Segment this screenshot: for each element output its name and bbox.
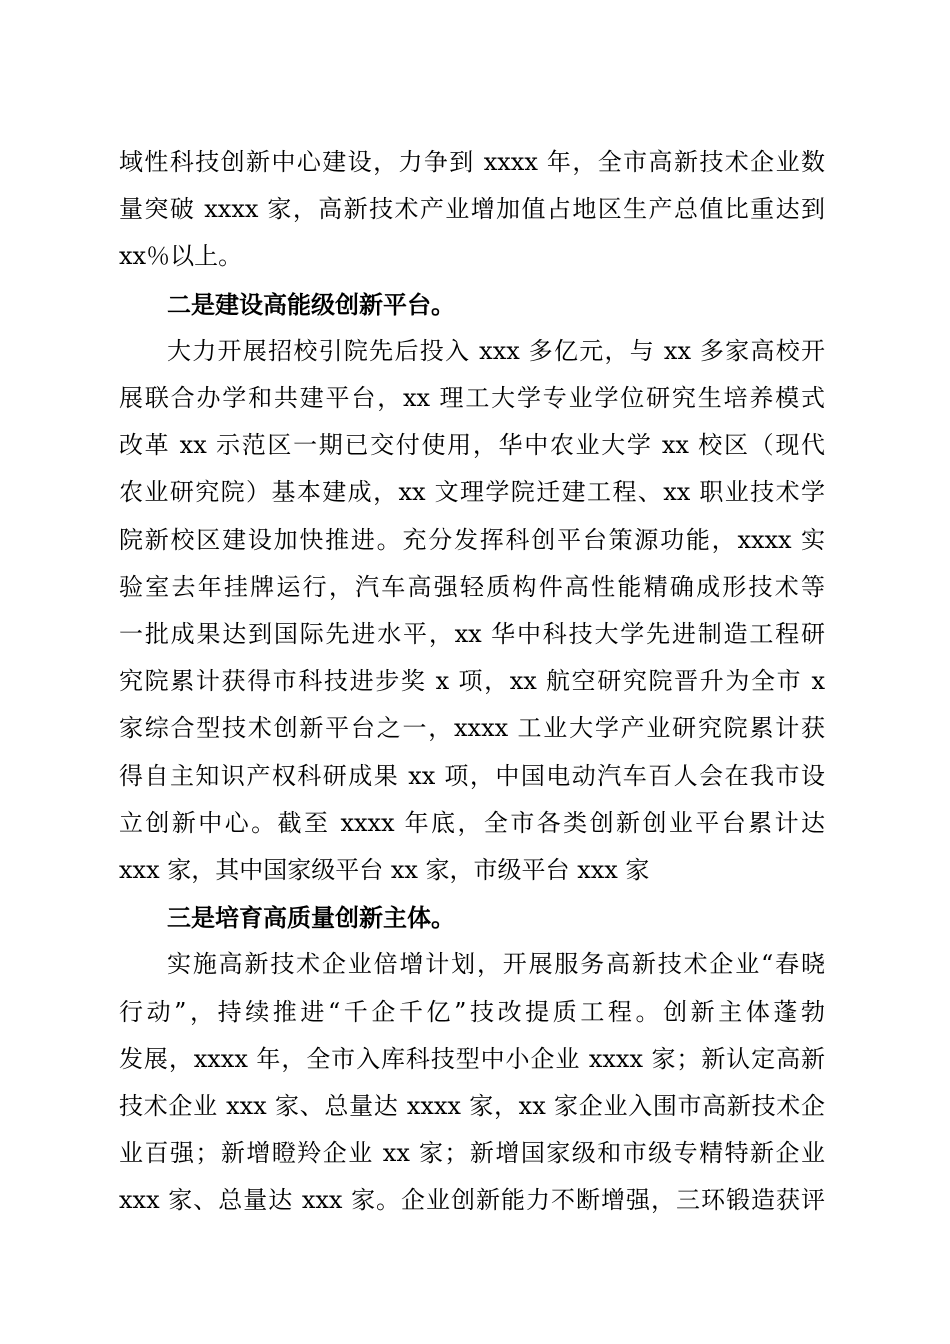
text-line: 立创新中心。截至 xxxx 年底，全市各类创新创业平台累计达	[119, 808, 825, 837]
text-line: 实施高新技术企业倍增计划，开展服务高新技术企业“春晓	[167, 950, 825, 979]
text-line: 发展，xxxx 年，全市入库科技型中小企业 xxxx 家；新认定高新	[119, 1044, 825, 1073]
text-line: 验室去年挂牌运行，汽车高强轻质构件高性能精确成形技术等	[119, 572, 825, 601]
heading-text: 二是建设高能级创新平台。	[167, 289, 455, 319]
text-line: 一批成果达到国际先进水平，xx 华中科技大学先进制造工程研	[119, 620, 825, 649]
section-heading-platform	[119, 281, 825, 328]
text-line: 农业研究院）基本建成，xx 文理学院迁建工程、xx 职业技术学	[119, 478, 825, 507]
document-body	[119, 139, 825, 1225]
text-line: 院新校区建设加快推进。充分发挥科创平台策源功能，xxxx 实	[119, 525, 825, 554]
text-line: 大力开展招校引院先后投入 xxx 多亿元，与 xx 多家高校开	[167, 336, 825, 365]
text-line: 究院累计获得市科技进步奖 x 项，xx 航空研究院晋升为全市 x	[119, 667, 825, 696]
section-heading-entities	[119, 894, 825, 941]
text-line: 域性科技创新中心建设，力争到 xxxx 年，全市高新技术企业数	[119, 148, 825, 176]
text-line: xxx 家、总量达 xxx 家。企业创新能力不断增强，三环锻造获评	[119, 1186, 825, 1215]
paragraph-entities	[119, 941, 825, 1224]
text-line: 量突破 xxxx 家，高新技术产业增加值占地区生产总值比重达到	[119, 195, 825, 224]
heading-text: 三是培育高质量创新主体。	[167, 903, 455, 933]
text-line: 展联合办学和共建平台，xx 理工大学专业学位研究生培养模式	[119, 384, 825, 413]
text-line: 家综合型技术创新平台之一，xxxx 工业大学产业研究院累计获	[119, 714, 825, 743]
paragraph-platform	[119, 328, 825, 894]
text-line: 技术企业 xxx 家、总量达 xxxx 家，xx 家企业入围市高新技术企	[119, 1092, 825, 1121]
text-line: xx％以上。	[119, 242, 243, 271]
paragraph-continuation	[119, 139, 825, 281]
text-line: 得自主知识产权科研成果 xx 项，中国电动汽车百人会在我市设	[119, 761, 825, 790]
text-line: 行动”，持续推进“千企千亿”技改提质工程。创新主体蓬勃	[119, 997, 825, 1026]
text-line: xxx 家，其中国家级平台 xx 家，市级平台 xxx 家	[119, 856, 650, 885]
text-line: 业百强；新增瞪羚企业 xx 家；新增国家级和市级专精特新企业	[119, 1139, 825, 1168]
text-line: 改革 xx 示范区一期已交付使用，华中农业大学 xx 校区（现代	[119, 431, 825, 460]
